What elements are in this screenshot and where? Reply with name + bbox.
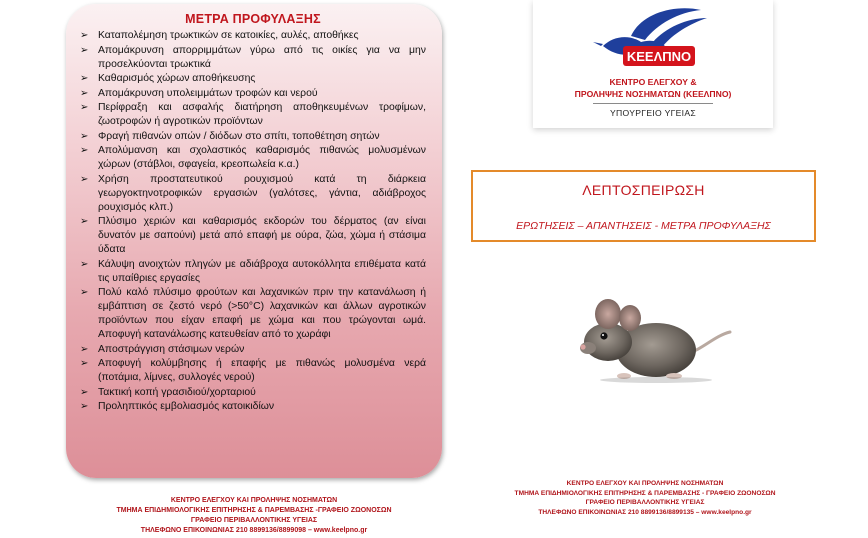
arrow-bullet-icon: ➢ [80,358,89,369]
arrow-bullet-icon: ➢ [80,216,89,227]
footer-contact: ΤΗΛΕΦΩΝΟ ΕΠΙΚΟΙΝΩΝΙΑΣ 210 8899136/8899135 – www.keelpno.gr [538,508,752,516]
arrow-bullet-icon: ➢ [80,130,89,142]
footer-department: ΤΜΗΜΑ ΕΠΙΔΗΜΙΟΛΟΓΙΚΗΣ ΕΠΙΤΗΡΗΣΗΣ & ΠΑΡΕΜΒΑΣΗΣ -ΓΡΑΦΕΙΟ ΖΩΟΝΟΣΩΝ [116,507,392,514]
arrow-bullet-icon: ➢ [80,343,89,355]
list-item: ➢ Πολύ καλό πλύσιμο φρούτων και λαχανικών πριν την κατανάλωση ή εμβάπτιση σε ζεστό νερό (>50°C) λαχανικών και άλλων αγροτικών προϊόντων που είχαν επαφή με χώμα και που τρώγονται ωμά. Αποφυγή κατανάλωσης κατευθείαν από το χωράφι [80,287,426,340]
logo-organization: ΚΕΝΤΡΟ ΕΛΕΓΧΟΥ & ΠΡΟΛΗΨΗΣ ΝΟΣΗΜΑΤΩΝ (ΚΕΕΛΠΝΟ) [574,77,732,99]
list-item: ➢ Φραγή πιθανών οπών / διόδων στο σπίτι, τοποθέτηση σητών [80,130,380,142]
logo-ministry: ΥΠΟΥΡΓΕΙΟ ΥΓΕΙΑΣ [609,108,696,118]
arrow-bullet-icon: ➢ [80,386,89,398]
footer-contact: ΤΗΛΕΦΩΝΟ ΕΠΙΚΟΙΝΩΝΙΑΣ 210 8899136/8899098 – www.keelpno.gr [140,527,368,534]
list-item: ➢ Προληπτικός εμβολιασμός κατοικιδίων [80,401,275,412]
logo-badge-text: ΚΕΕΛΠΝΟ [626,49,692,64]
arrow-bullet-icon: ➢ [80,102,89,113]
arrow-bullet-icon: ➢ [80,401,89,412]
footer-org: ΚΕΝΤΡΟ ΕΛΕΓΧΟΥ ΚΑΙ ΠΡΟΛΗΨΗΣ ΝΟΣΗΜΑΤΩΝ [170,497,338,504]
arrow-bullet-icon: ➢ [80,258,89,270]
list-item: ➢ Απολύμανση και σχολαστικός καθαρισμός πιθανώς μολυσμένων χώρων (στάβλοι, σφαγεία, κρεοπωλεία κ.α.) [80,145,426,170]
list-item: ➢ Αποστράγγιση στάσιμων νερών [80,343,245,355]
left-footer [66,496,442,536]
measures-title: ΜΕΤΡΑ ΠΡΟΦΥΛΑΞΗΣ [185,12,321,26]
arrow-bullet-icon: ➢ [80,173,89,185]
arrow-bullet-icon: ➢ [80,30,89,41]
prevention-measures-panel [66,4,442,478]
keelpno-logo-box [533,0,773,128]
arrow-bullet-icon: ➢ [80,287,89,298]
list-item: ➢ Χρήση προστατευτικού ρουχισμού κατά τη διάρκεια γεωργοκτηνοτροφικών εργασιών (γαλότσες, γάντια, αδιάβροχος ρουχισμός κλπ.) [80,173,426,213]
list-item: ➢ Κάλυψη ανοιχτών πληγών με αδιάβροχα αυτοκόλλητα επιθέματα κατά τις υπαίθριες εργασίες [80,258,426,284]
footer-department: ΤΜΗΜΑ ΕΠΙΔΗΜΙΟΛΟΓΙΚΗΣ ΕΠΙΤΗΡΗΣΗΣ & ΠΑΡΕΜΒΑΣΗΣ - ΓΡΑΦΕΙΟ ΖΩΟΝΟΣΩΝ [514,489,776,497]
footer-office: ΓΡΑΦΕΙΟ ΠΕΡΙΒΑΛΛΟΝΤΙΚΗΣ ΥΓΕΙΑΣ [585,499,705,506]
footer-office: ΓΡΑΦΕΙΟ ΠΕΡΙΒΑΛΛΟΝΤΙΚΗΣ ΥΓΕΙΑΣ [190,517,318,524]
list-item: ➢ Καταπολέμηση τρωκτικών σε κατοικίες, αυλές, αποθήκες [80,30,359,41]
mouse-illustration [578,292,734,384]
logo-divider [593,103,713,104]
arrow-bullet-icon: ➢ [80,73,89,84]
list-item: ➢ Απομάκρυνση απορριμμάτων γύρω από τις οικίες για να μην προσελκύονται τρωκτικά [80,44,426,70]
list-item: ➢ Πλύσιμο χεριών και καθαρισμός εκδορών του δέρματος (αν είναι δυνατόν με σαπούνι) μετά από επαφή με ούρα, ζώα, χώμα ή στάσιμα ύδατα [80,216,426,255]
document-title: ΛΕΠΤΟΣΠΕΙΡΩΣΗ [582,182,705,198]
measures-list [80,29,426,414]
list-item: ➢ Απομάκρυνση υπολειμμάτων τροφών και νερού [80,87,318,99]
document-subtitle: ΕΡΩΤΗΣΕΙΣ – ΑΠΑΝΤΗΣΕΙΣ - ΜΕΤΡΑ ΠΡΟΦΥΛΑΞΗΣ [516,220,771,232]
title-box [471,170,816,242]
footer-org: ΚΕΝΤΡΟ ΕΛΕΓΧΟΥ ΚΑΙ ΠΡΟΛΗΨΗΣ ΝΟΣΗΜΑΤΩΝ [566,480,724,487]
list-item: ➢ Περίφραξη και ασφαλής διατήρηση αποθηκευμένων τροφίμων, ζωοτροφών ή αγροτικών προϊόντων [80,102,426,127]
arrow-bullet-icon: ➢ [80,87,89,99]
arrow-bullet-icon: ➢ [80,44,89,56]
list-item: ➢ Τακτική κοπή γρασιδιού/χορταριού [80,386,256,398]
dove-logo-icon [583,6,713,70]
list-item: ➢ Καθαρισμός χώρων αποθήκευσης [80,73,256,84]
right-footer [500,479,790,517]
arrow-bullet-icon: ➢ [80,145,89,156]
list-item: ➢ Αποφυγή κολύμβησης ή επαφής με πιθανώς μολυσμένα νερά (ποτάμια, λίμνες, συλλογές νερού) [80,358,426,383]
